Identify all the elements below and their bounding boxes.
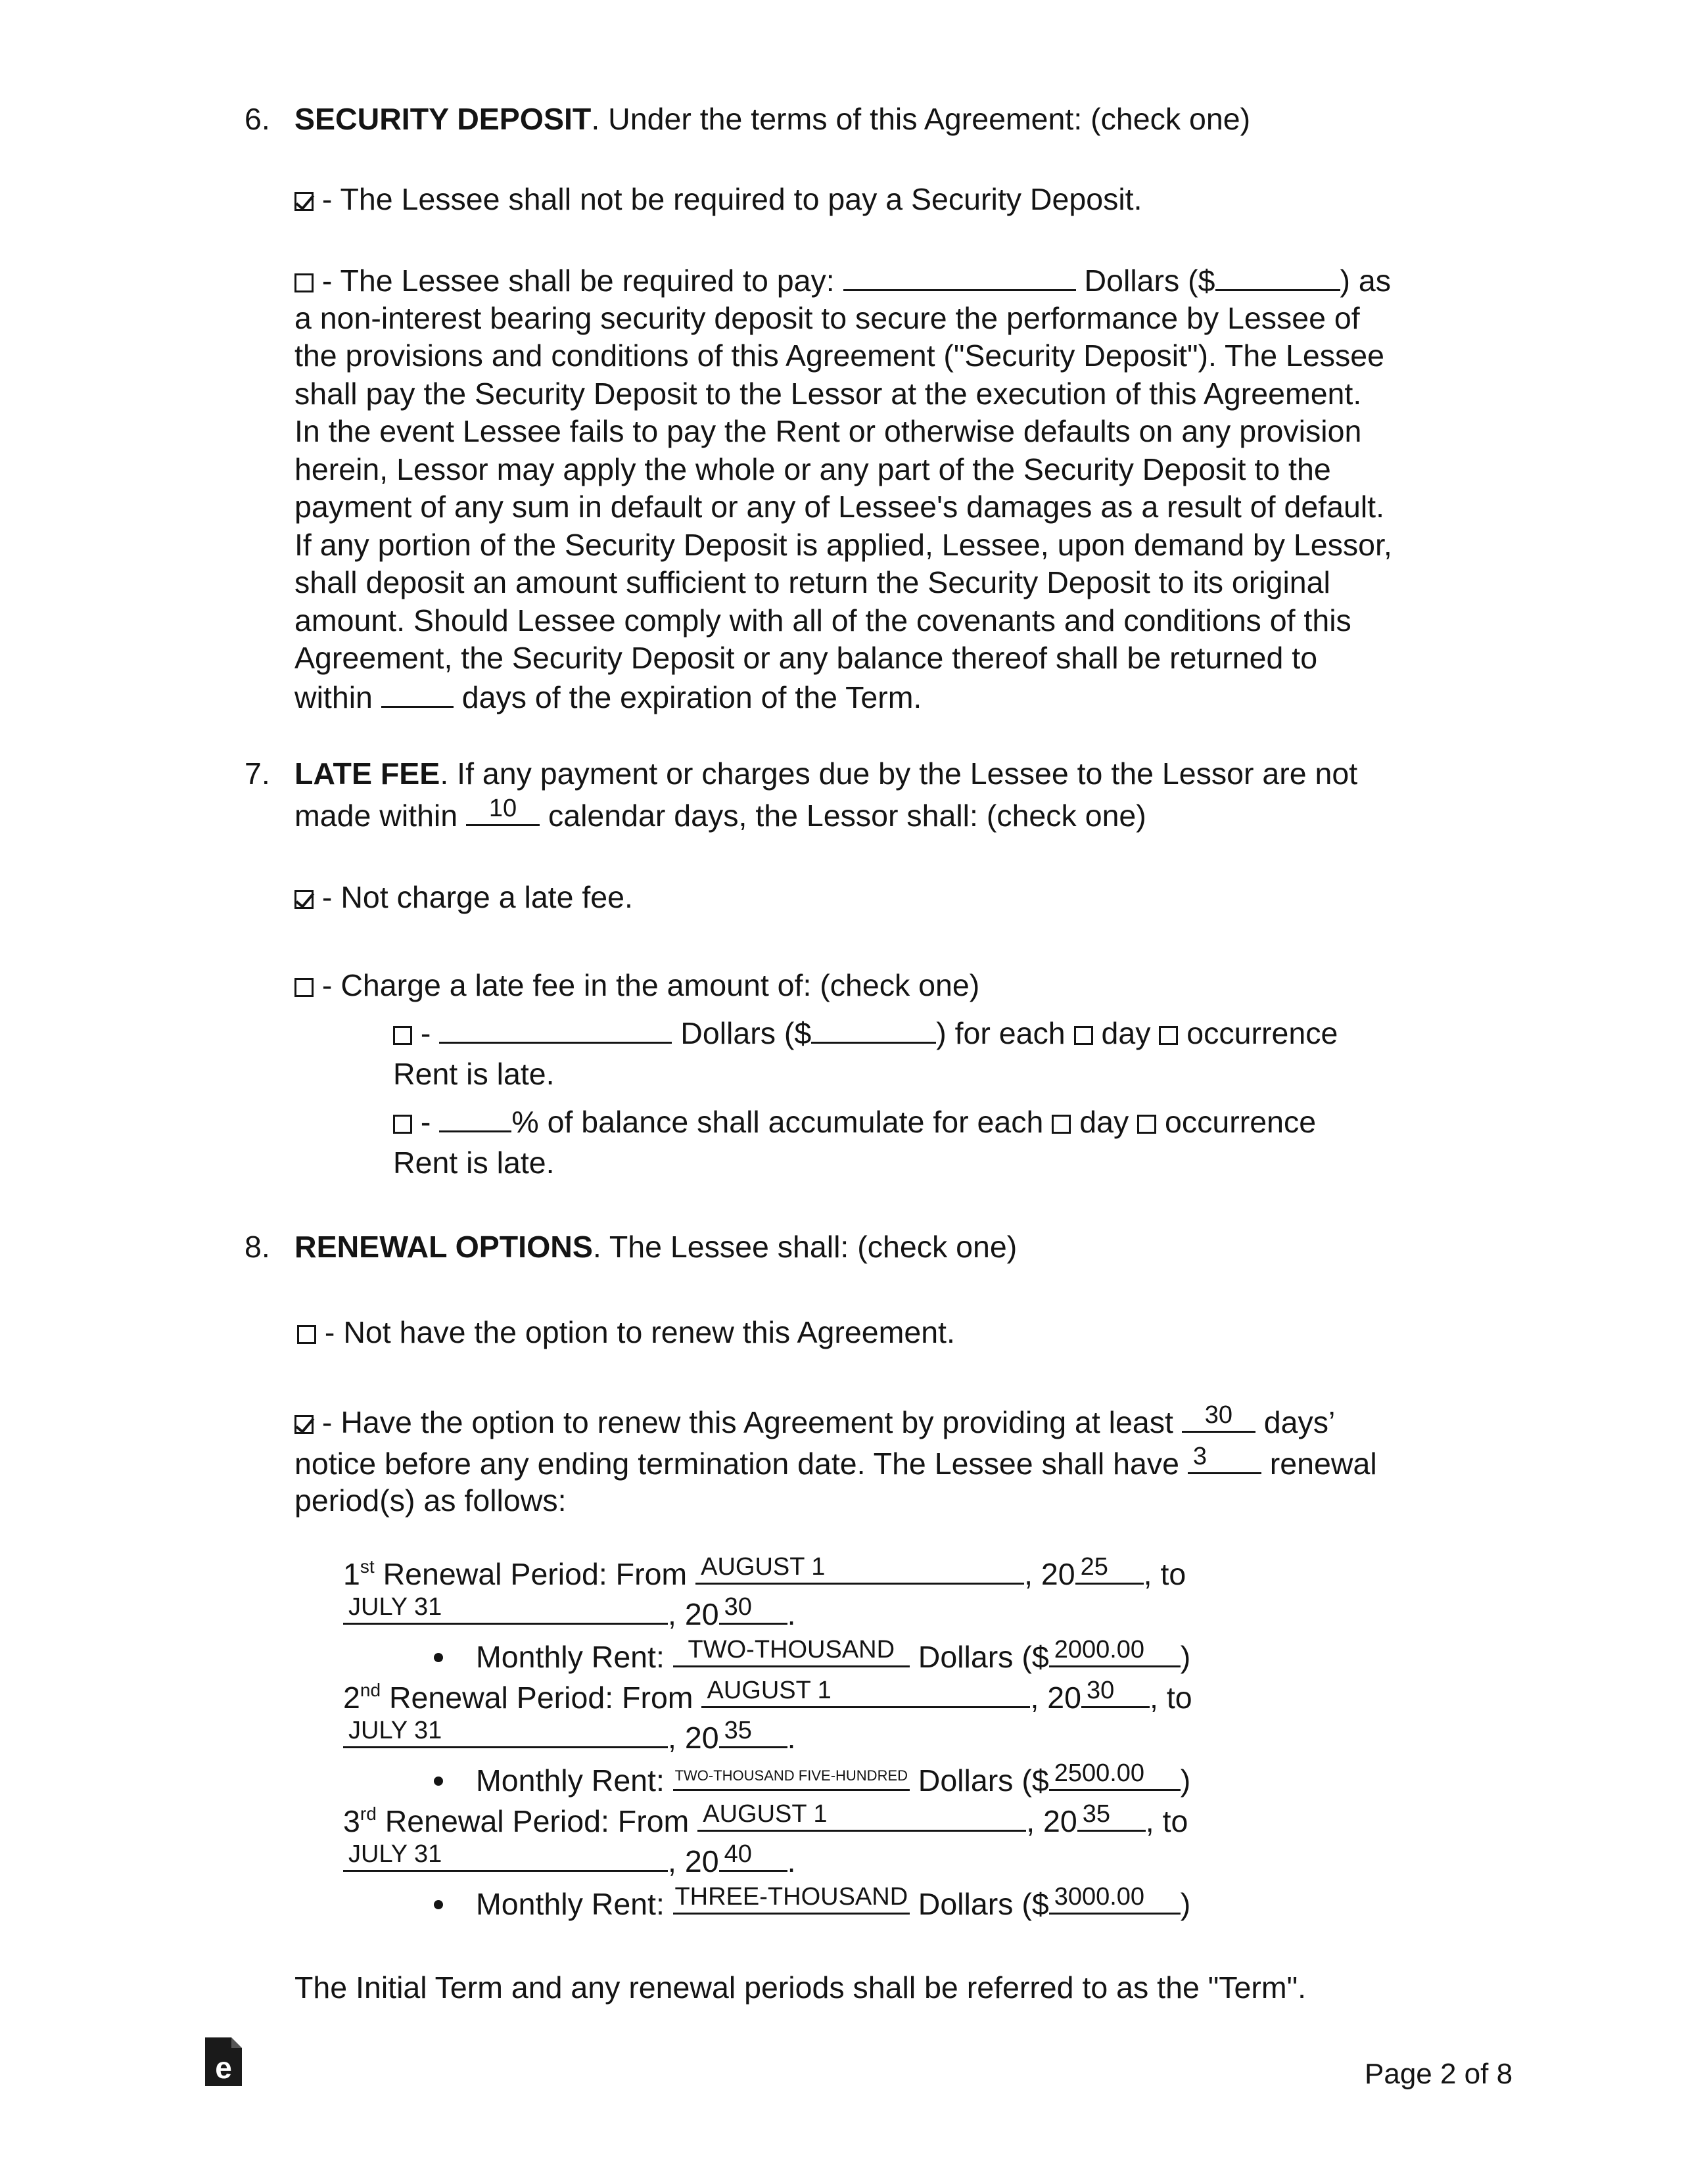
close-paren: ) [1180,1763,1191,1798]
checkbox-no-renewal[interactable] [297,1325,316,1344]
flat-fee-amount-field[interactable] [811,1013,936,1044]
dollars-label: Dollars ($ [672,1016,812,1050]
monthly-rent-label: Monthly Rent: [476,1763,673,1798]
calendar-days-label: calendar days, the Lessor shall: (check one) [540,799,1146,833]
option-label: - Not have the option to renew this Agreement. [316,1315,955,1349]
from-date-value: AUGUST 1 [703,1800,828,1828]
checkbox-percent-per-day[interactable] [1052,1115,1071,1134]
body-line: Agreement, the Security Deposit or any balance thereof shall be returned to [294,641,1318,675]
ordinal-number: 1 [343,1557,360,1591]
from-year-value: 35 [1082,1800,1111,1828]
year-prefix: , 20 [668,1721,719,1755]
renewal-3-from-date-field[interactable] [697,1801,1026,1832]
renewal-2-from-year-field[interactable] [1081,1677,1150,1708]
security-deposit-option-none [294,180,1142,218]
checkbox-percent-fee[interactable] [393,1115,412,1134]
bullet-icon [434,1777,443,1786]
body-line: amount. Should Lessee comply with all of the covenants and conditions of this [294,603,1351,638]
renewal-3-to-date-field[interactable] [343,1841,668,1872]
renewal-option-none [297,1313,955,1351]
renewal-period-1-to [343,1594,795,1633]
renewal-count-field[interactable] [1188,1443,1261,1474]
renewal-period-label: Renewal Period: From [381,1681,702,1715]
ordinal-number: 2 [343,1681,360,1715]
year-prefix: , 20 [1030,1681,1082,1715]
period-end: . [787,1721,796,1755]
section-title: RENEWAL OPTIONS [294,1230,593,1264]
section-7-heading [245,755,1358,793]
body-line-return-days [294,677,922,716]
close-paren: ) [1180,1640,1191,1674]
svg-text:e: e [215,2051,232,2085]
option-label: - Charge a late fee in the amount of: (check one) [314,968,980,1002]
renewal-label: renewal [1261,1447,1377,1481]
to-label: , to [1145,1804,1188,1838]
for-each-label: ) for each [936,1016,1074,1050]
percent-field[interactable] [439,1102,511,1132]
renewal-1-rent-amount-field[interactable] [1049,1637,1181,1667]
section-intro: . Under the terms of this Agreement: (check one) [591,102,1251,136]
renewal-2-to-date-field[interactable] [343,1717,668,1748]
renewal-option-yes [294,1402,1335,1441]
deposit-amount-field[interactable] [1215,260,1340,291]
to-date-value: JULY 31 [348,1840,442,1868]
renewal-1-monthly-rent [434,1637,1190,1676]
late-fee-option-charge [294,966,979,1004]
rent-words-value: TWO-THOUSAND FIVE-HUNDRED [674,1767,908,1784]
grace-days-value: 10 [488,795,517,822]
made-within-label: made within [294,799,467,833]
body-line: If any portion of the Security Deposit is applied, Lessee, upon demand by Lessor, [294,528,1392,562]
renewal-2-rent-amount-field[interactable] [1049,1760,1181,1791]
ordinal-suffix: rd [360,1803,377,1824]
body-line: In the event Lessee fails to pay the Rent or otherwise defaults on any provision [294,414,1362,448]
to-year-value: 35 [724,1717,752,1744]
eforms-logo-icon [205,2037,242,2086]
to-date-value: JULY 31 [348,1593,442,1621]
dollars-label: Dollars ($ [909,1763,1049,1798]
renewal-2-to-year-field[interactable] [719,1717,787,1748]
to-year-value: 40 [724,1840,752,1868]
body-line: payment of any sum in default or any of Lessee's damages as a result of default. [294,490,1384,524]
renewal-periods-line [294,1443,1377,1483]
checkbox-percent-per-occurrence[interactable] [1137,1115,1156,1134]
deposit-words-field[interactable] [843,260,1076,291]
ordinal-number: 3 [343,1804,360,1838]
body-line: a non-interest bearing security deposit to secure the performance by Lessee of [294,301,1360,335]
renewal-period-label: Renewal Period: From [374,1557,696,1591]
monthly-rent-label: Monthly Rent: [476,1887,673,1921]
renewal-2-monthly-rent [434,1760,1190,1800]
dollars-label: Dollars ($ [909,1887,1049,1921]
section-6-heading [245,100,1251,138]
term-definition: The Initial Term and any renewal periods shall be referred to as the "Term". [294,1970,1306,2005]
checkbox-per-day[interactable] [1074,1026,1093,1045]
day-label: day [1071,1105,1138,1139]
late-fee-percent-option [393,1102,1316,1141]
days-label: days’ [1255,1405,1336,1439]
dash-label: - [412,1105,440,1139]
late-fee-option-none [294,878,633,916]
renewal-3-rent-amount-field[interactable] [1049,1884,1181,1915]
ordinal-suffix: st [360,1556,375,1577]
notice-days-field[interactable] [1182,1402,1255,1433]
option-label: - The Lessee shall not be required to pay a Security Deposit. [314,182,1142,216]
renewal-period-3-to [343,1841,795,1880]
renewal-3-rent-words-field[interactable] [673,1884,910,1915]
checkbox-renewal-option[interactable] [294,1415,314,1434]
section-intro: . The Lessee shall: (check one) [592,1230,1018,1264]
percent-label: % of balance shall accumulate for each [511,1105,1052,1139]
option-label: - Have the option to renew this Agreement by providing at least [314,1405,1182,1439]
occurrence-label: occurrence [1178,1016,1338,1050]
flat-fee-words-field[interactable] [439,1013,672,1044]
checkbox-no-deposit[interactable] [294,192,314,211]
days-label: days of the expiration of the Term. [453,680,922,714]
section-8-heading [245,1228,1018,1266]
section-title: SECURITY DEPOSIT [294,102,592,136]
late-fee-flat-option [393,1013,1338,1052]
body-line: shall deposit an amount sufficient to return the Security Deposit to its original [294,565,1330,599]
renewal-period-3-from [343,1801,1188,1840]
periods-as-follows: period(s) as follows: [294,1483,567,1518]
bullet-icon [434,1653,443,1662]
from-date-value: AUGUST 1 [707,1677,832,1704]
return-days-field[interactable] [381,677,454,708]
renewal-1-from-date-field[interactable] [695,1554,1024,1585]
close-paren: ) [1180,1887,1191,1921]
to-date-value: JULY 31 [348,1717,442,1744]
checkbox-charge-late-fee[interactable] [294,978,314,997]
security-deposit-option-required [294,260,1391,300]
rent-is-late-label: Rent is late. [393,1146,555,1180]
ordinal-suffix: nd [360,1680,381,1700]
to-year-value: 30 [724,1593,752,1621]
dollars-label: Dollars ($ [909,1640,1049,1674]
section-title: LATE FEE [294,756,440,791]
renewal-2-from-date-field[interactable] [701,1677,1030,1708]
monthly-rent-label: Monthly Rent: [476,1640,673,1674]
rent-amount-value: 3000.00 [1054,1883,1145,1911]
rent-words-value: THREE-THOUSAND [674,1883,908,1911]
day-label: day [1092,1016,1160,1050]
body-line: the provisions and conditions of this Agreement ("Security Deposit"). The Lessee [294,338,1384,373]
renewal-period-2-to [343,1717,795,1757]
renewal-1-to-year-field[interactable] [719,1594,787,1625]
late-fee-days-line [294,795,1146,835]
renewal-3-from-year-field[interactable] [1077,1801,1146,1832]
section-intro: . If any payment or charges due by the Lessee to the Lessor are not [440,756,1358,791]
renewal-1-to-date-field[interactable] [343,1594,668,1625]
within-label: within [294,680,381,714]
renewal-1-from-year-field[interactable] [1075,1554,1144,1585]
to-label: , to [1143,1557,1186,1591]
option-label: - Not charge a late fee. [314,880,633,914]
year-prefix: , 20 [668,1597,719,1631]
notice-days-value: 30 [1204,1401,1232,1429]
grace-days-field[interactable] [466,795,540,826]
from-year-value: 25 [1080,1553,1108,1581]
rent-amount-value: 2000.00 [1054,1636,1145,1663]
checkbox-per-occurrence[interactable] [1159,1026,1178,1045]
renewal-count-value: 3 [1192,1443,1207,1470]
dash-label: - [412,1016,440,1050]
period-end: . [787,1597,796,1631]
renewal-3-to-year-field[interactable] [719,1841,787,1872]
as-label: ) as [1340,264,1392,298]
checkbox-no-late-fee[interactable] [294,890,314,909]
rent-words-value: TWO-THOUSAND [688,1636,895,1663]
notice-label: notice before any ending termination date. The Lessee shall have [294,1447,1188,1481]
page-number: Page 2 of 8 [1365,2058,1513,2090]
body-line: herein, Lessor may apply the whole or any part of the Security Deposit to the [294,452,1331,486]
year-prefix: , 20 [668,1844,719,1878]
renewal-3-monthly-rent [434,1884,1190,1923]
year-prefix: , 20 [1026,1804,1077,1838]
section-number: 7. [245,756,270,791]
rent-amount-value: 2500.00 [1054,1759,1145,1787]
year-prefix: , 20 [1024,1557,1075,1591]
occurrence-label: occurrence [1156,1105,1317,1139]
body-line: shall pay the Security Deposit to the Lessor at the execution of this Agreement. [294,377,1362,411]
renewal-period-label: Renewal Period: From [376,1804,698,1838]
renewal-2-rent-words-field[interactable] [673,1760,910,1791]
section-number: 8. [245,1230,270,1264]
checkbox-flat-fee[interactable] [393,1026,412,1045]
renewal-1-rent-words-field[interactable] [673,1637,910,1667]
period-end: . [787,1844,796,1878]
renewal-period-2-from [343,1677,1192,1717]
rent-is-late-label: Rent is late. [393,1057,555,1091]
renewal-period-1-from [343,1554,1186,1593]
from-year-value: 30 [1087,1677,1115,1704]
bullet-icon [434,1900,443,1909]
from-date-value: AUGUST 1 [701,1553,826,1581]
section-number: 6. [245,102,270,136]
checkbox-deposit-required[interactable] [294,273,314,292]
dollars-label: Dollars ($ [1075,264,1215,298]
option-label: - The Lessee shall be required to pay: [314,264,843,298]
to-label: , to [1150,1681,1192,1715]
